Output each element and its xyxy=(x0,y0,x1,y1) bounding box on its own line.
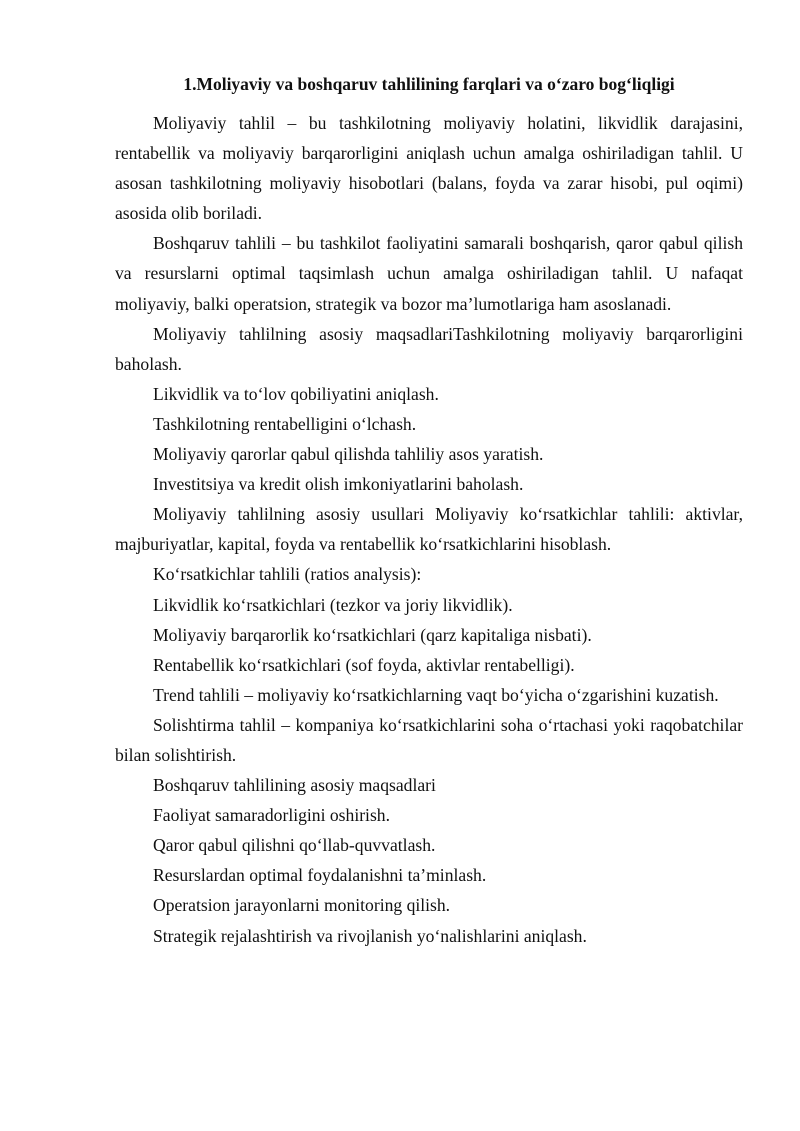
paragraph-financial-analysis-definition: Moliyaviy tahlil – bu tashkilotning moliyaviy holatini, likvidlik darajasini, rentabellik va moliyaviy barqarorligini aniqlash uchun amalga oshiriladigan tahlil. U asosan tashkilotning moliyaviy hisobotlari (balans, foyda va zarar hisobi, pul oqimi) asosida olib boriladi. xyxy=(115,113,743,224)
paragraph-operations-monitoring-goal: Operatsion jarayonlarni monitoring qilish. xyxy=(153,895,451,916)
paragraph-financial-analysis-goals: Moliyaviy tahlilning asosiy maqsadlariTashkilotning moliyaviy barqarorligini baholash. xyxy=(115,323,743,374)
document-body xyxy=(115,108,743,951)
paragraph-strategic-planning-goal: Strategik rejalashtirish va rivojlanish yo‘nalishlarini aniqlash. xyxy=(153,925,587,946)
paragraph-efficiency-goal: Faoliyat samaradorligini oshirish. xyxy=(153,805,390,826)
paragraph-decision-basis-goal: Moliyaviy qarorlar qabul qilishda tahliliy asos yaratish. xyxy=(153,444,544,465)
section-title: 1.Moliyaviy va boshqaruv tahlilining farqlari va o‘zaro bog‘liqligi xyxy=(183,74,675,94)
paragraph-liquidity-goal: Likvidlik va to‘lov qobiliyatini aniqlash. xyxy=(153,383,439,404)
paragraph-profitability-ratios: Rentabellik ko‘rsatkichlari (sof foyda, aktivlar rentabelligi). xyxy=(153,654,575,675)
paragraph-comparative-analysis: Solishtirma tahlil – kompaniya ko‘rsatkichlarini soha o‘rtachasi yoki raqobatchilar bilan solishtirish. xyxy=(115,714,743,765)
paragraph-stability-ratios: Moliyaviy barqarorlik ko‘rsatkichlari (qarz kapitaliga nisbati). xyxy=(153,624,592,645)
paragraph-resource-optimization-goal: Resurslardan optimal foydalanishni ta’minlash. xyxy=(153,865,487,886)
paragraph-profitability-goal: Tashkilotning rentabelligini o‘lchash. xyxy=(153,413,417,434)
paragraph-trend-analysis: Trend tahlili – moliyaviy ko‘rsatkichlarning vaqt bo‘yicha o‘zgarishini kuzatish. xyxy=(153,684,719,705)
paragraph-management-analysis-definition: Boshqaruv tahlili – bu tashkilot faoliyatini samarali boshqarish, qaror qabul qilish va resurslarni optimal taqsimlash uchun amalga oshiriladigan tahlil. U nafaqat moliyaviy, balki operatsion, strategik va bozor ma’lumotlariga ham asoslanadi. xyxy=(115,233,743,314)
paragraph-management-analysis-goals: Boshqaruv tahlilining asosiy maqsadlari xyxy=(153,775,436,796)
paragraph-ratios-analysis: Ko‘rsatkichlar tahlili (ratios analysis): xyxy=(153,564,422,585)
paragraph-investment-goal: Investitsiya va kredit olish imkoniyatlarini baholash. xyxy=(153,474,524,495)
paragraph-financial-analysis-methods: Moliyaviy tahlilning asosiy usullari Moliyaviy ko‘rsatkichlar tahlili: aktivlar, majburiyatlar, kapital, foyda va rentabellik ko‘rsatkichlarini hisoblash. xyxy=(115,504,743,555)
paragraph-decision-support-goal: Qaror qabul qilishni qo‘llab-quvvatlash. xyxy=(153,835,436,856)
paragraph-liquidity-ratios: Likvidlik ko‘rsatkichlari (tezkor va joriy likvidlik). xyxy=(153,594,513,615)
